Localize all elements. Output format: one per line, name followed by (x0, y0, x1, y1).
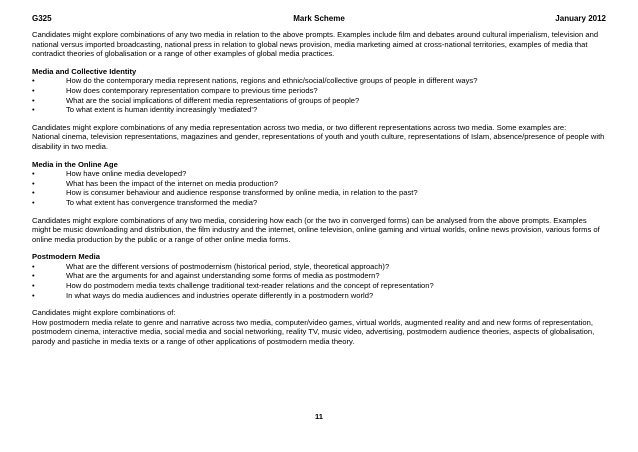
bullet-list-collective-identity (32, 76, 606, 114)
list-item: • What are the arguments for and against understanding some forms of media as postmodern? (32, 271, 380, 281)
paragraph-line: National cinema, television representations, magazines and gender, representations of youth and youth culture, representations of Islam, absence/presence of people with disability in two media. (32, 132, 605, 151)
bullet-icon: • (32, 95, 35, 105)
document-title: Mark Scheme (293, 14, 345, 23)
page-number: 11 (314, 412, 324, 421)
list-item: • To what extent has convergence transformed the media? (32, 197, 258, 207)
list-item: • How do postmodern media texts challenge traditional text-reader relations and the concept of representation? (32, 281, 434, 291)
bullet-icon: • (32, 76, 35, 86)
bullet-icon: • (32, 178, 35, 188)
bullet-icon: • (32, 290, 35, 300)
document-date: January 2012 (555, 14, 606, 23)
paragraph-line: Candidates might explore combinations of any two media, considering how each (or the two in converged forms) can be analysed from the above prompts. Examples might be music downloading and distribution, the film industry and the internet, online television, online gaming and virtual worlds, online news provision, various forms of online media production by the public or a range of other online media forms. (32, 215, 600, 244)
bullet-icon: • (32, 169, 35, 179)
bullet-list-online-age (32, 169, 606, 207)
bullet-icon: • (32, 188, 35, 198)
section-paragraph-online-age (32, 216, 606, 245)
intro-paragraph: Candidates might explore combinations of any two media in relation to the above prompts. Examples include film and debates around cultural imperialism, television and national versus imported broadcasting, national press in relation to global news provision, media marketing aimed at cross-national territories, examples of media that contradict theories of globalisation or a range of other examples of global media practices. (32, 30, 599, 59)
list-item: • What are the social implications of different media representations of groups of people? (32, 95, 360, 105)
section-heading-postmodern-media: Postmodern Media (32, 252, 100, 262)
paragraph-line: Candidates might explore combinations of any media representation across two media, or two different representations across two media. Some examples are: (32, 122, 567, 132)
bullet-icon: • (32, 85, 35, 95)
list-item: • How do the contemporary media represent nations, regions and ethnic/social/collective groups of people in different ways? (32, 76, 478, 86)
unit-code: G325 (32, 14, 52, 23)
bullet-icon: • (32, 281, 35, 291)
section-heading-collective-identity: Media and Collective Identity (32, 66, 137, 76)
list-item: • What are the different versions of postmodernism (historical period, style, theoretical approach)? (32, 261, 390, 271)
list-item: • What has been the impact of the internet on media production? (32, 178, 278, 188)
list-item: • To what extent is human identity increasingly ‘mediated’? (32, 105, 258, 115)
list-item: • How is consumer behaviour and audience response transformed by online media, in relation to the past? (32, 188, 418, 198)
bullet-icon: • (32, 261, 35, 271)
section-paragraph-postmodern-media (32, 308, 606, 346)
bullet-list-postmodern-media (32, 262, 606, 300)
list-item: • How does contemporary representation compare to previous time periods? (32, 85, 318, 95)
page-header (32, 14, 606, 25)
section-heading-online-age: Media in the Online Age (32, 159, 118, 169)
bullet-icon: • (32, 197, 35, 207)
document-page (32, 14, 606, 421)
list-item: • How have online media developed? (32, 169, 187, 179)
bullet-icon: • (32, 105, 35, 115)
paragraph-line: Candidates might explore combinations of: (32, 308, 176, 318)
list-item: • In what ways do media audiences and industries operate differently in a postmodern world? (32, 290, 374, 300)
bullet-icon: • (32, 271, 35, 281)
section-paragraph-collective-identity (32, 123, 606, 152)
paragraph-line: How postmodern media relate to genre and narrative across two media, computer/video games, virtual worlds, augmented reality and and new forms of representation, postmodern cinema, interactive media, social media and social networking, reality TV, music video, advertising, postmodern audience theories, aspects of globalisation, parody and pastiche in media texts or a range of other applications of postmodern media theory. (32, 317, 595, 347)
